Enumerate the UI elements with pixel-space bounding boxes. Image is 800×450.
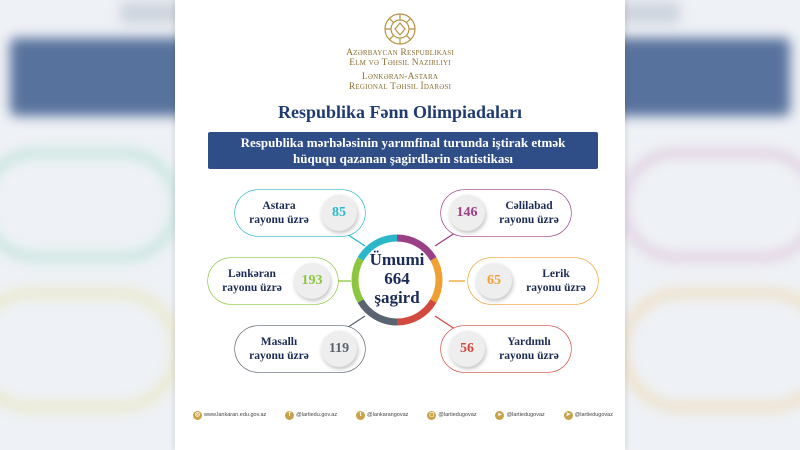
- stat-label: [491, 335, 567, 363]
- infographic-card: [175, 0, 625, 450]
- stat-label-line: rayonu üzrə: [499, 214, 559, 226]
- regional-office-name: [175, 72, 625, 92]
- stat-value: 119: [321, 331, 357, 367]
- stat-label: [241, 335, 317, 363]
- total-label: Ümumi: [369, 250, 425, 269]
- stat-yardimli: [441, 326, 571, 372]
- page-title: Respublika Fənn Olimpiadaları: [277, 102, 523, 122]
- org-line: Lənkəran-Astara: [361, 72, 439, 82]
- stat-celilabad: [441, 190, 571, 236]
- facebook-icon: f: [285, 411, 294, 420]
- stat-value: 56: [449, 331, 485, 367]
- footer-text: @lartiedugovaz: [574, 412, 613, 418]
- facebook-link[interactable]: [285, 411, 337, 420]
- org-line: Regional Təhsil İdarəsi: [348, 82, 452, 92]
- stat-label-line: Lənkəran: [228, 268, 276, 280]
- blurred-shape: [0, 290, 180, 410]
- blurred-shape: [0, 150, 180, 260]
- stat-lenkeran: [208, 258, 338, 304]
- youtube-link[interactable]: [495, 411, 544, 420]
- blurred-shape: [620, 290, 800, 410]
- twitter-icon: t: [356, 411, 365, 420]
- total-value: 664: [384, 269, 410, 288]
- emblem-icon: [383, 12, 417, 46]
- footer-text: @lartiedugovaz: [438, 412, 477, 418]
- total-unit: şagird: [374, 288, 420, 307]
- stat-label-line: Lerik: [542, 268, 570, 280]
- stat-label-line: rayonu üzrə: [249, 350, 309, 362]
- stat-value: 65: [476, 263, 512, 299]
- banner-line: hüququ qazanan şagirdlərin statistikası: [293, 151, 513, 166]
- stat-value: 146: [449, 195, 485, 231]
- blurred-shape: [620, 150, 800, 260]
- stat-value: 193: [294, 263, 330, 299]
- contact-footer: [193, 408, 613, 422]
- youtube-icon: ▸: [495, 411, 504, 420]
- stat-label-line: rayonu üzrə: [526, 282, 586, 294]
- stat-lerik: [468, 258, 598, 304]
- stat-label-line: rayonu üzrə: [249, 214, 309, 226]
- footer-text: @lartiedu.gov.az: [296, 412, 338, 418]
- org-line: Azərbaycan Respublikası: [346, 48, 454, 58]
- stat-value: 85: [321, 195, 357, 231]
- stat-label-line: rayonu üzrə: [499, 350, 559, 362]
- total-count: [347, 250, 447, 307]
- instagram-link[interactable]: [427, 411, 476, 420]
- stat-label: [214, 267, 290, 295]
- footer-text: www.lankaran.edu.gov.az: [204, 412, 267, 418]
- stat-label-line: Astara: [262, 200, 296, 212]
- stat-masalli: [235, 326, 365, 372]
- globe-icon: ◎: [194, 411, 201, 418]
- subtitle-banner: [208, 132, 598, 169]
- stat-label-line: Masallı: [260, 336, 298, 348]
- stat-label: [518, 267, 594, 295]
- banner-line: Respublika mərhələsinin yarımfinal turunda iştirak etmək: [240, 135, 566, 150]
- stat-label-line: rayonu üzrə: [222, 282, 282, 294]
- stat-label-line: Yardımlı: [507, 336, 551, 348]
- website-link[interactable]: [193, 411, 266, 420]
- footer-text: @lankarangovaz: [367, 412, 409, 418]
- stat-astara: [235, 190, 365, 236]
- stat-label: [241, 199, 317, 227]
- instagram-icon: ◻: [427, 411, 436, 420]
- stat-label: [491, 199, 567, 227]
- ministry-name: [175, 48, 625, 68]
- twitter-link[interactable]: [356, 411, 408, 420]
- footer-text: @lartiedugovaz: [506, 412, 545, 418]
- org-line: Elm və Təhsil Nazirliyi: [349, 58, 451, 68]
- telegram-icon: ➤: [565, 411, 571, 418]
- stat-label-line: Cəlilabad: [505, 200, 553, 212]
- telegram-link[interactable]: [564, 411, 613, 420]
